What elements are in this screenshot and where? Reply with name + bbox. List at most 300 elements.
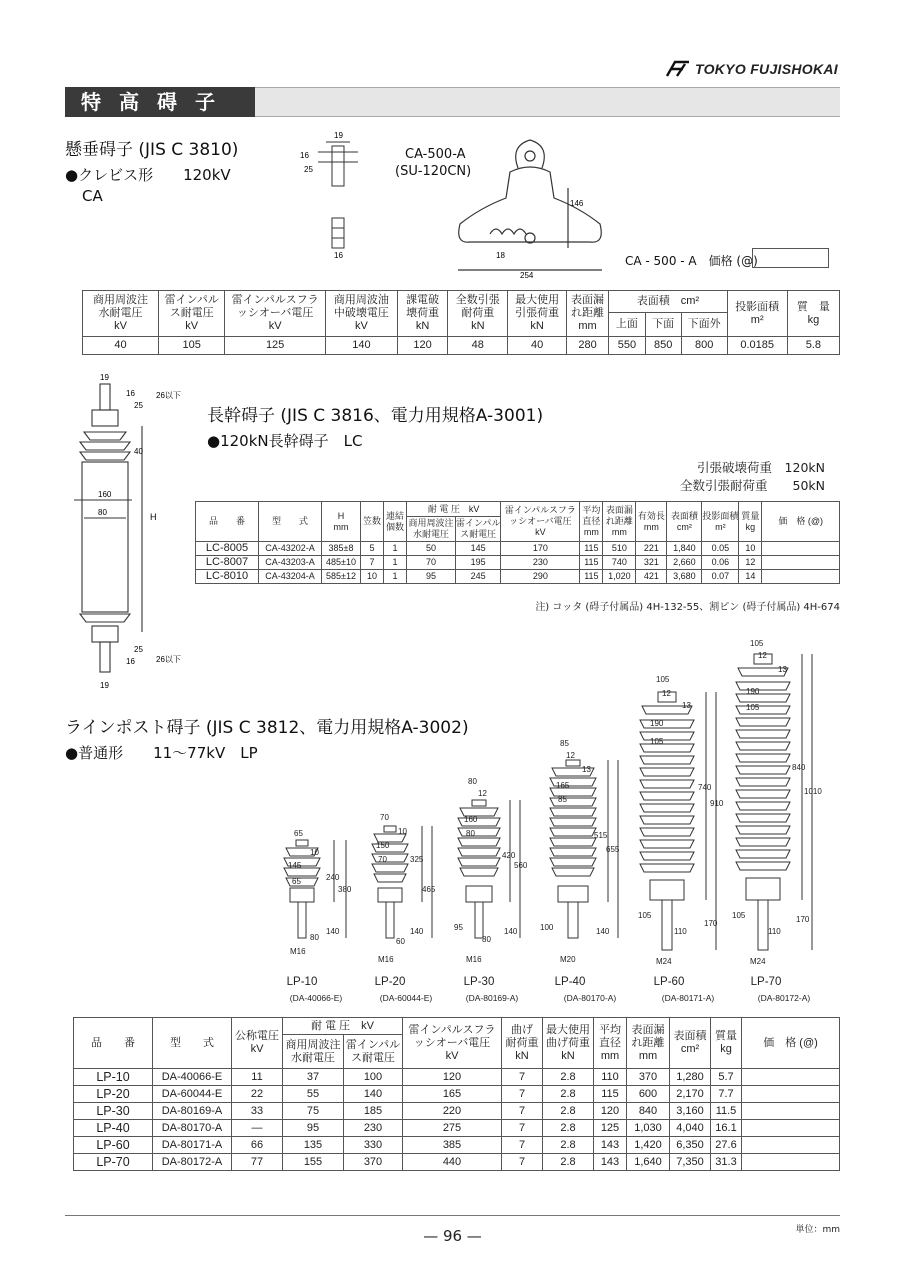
- table-cell: 385: [403, 1137, 502, 1154]
- lp-h-taiden-ac: 商用周波注 水耐電圧: [283, 1035, 344, 1069]
- lc-h-hyomen: 表面積 cm²: [667, 502, 702, 542]
- table-cell: 321: [636, 556, 667, 570]
- lp-h-price: 価 格 (@): [742, 1018, 840, 1069]
- ca-h-area-bottom: 下面: [645, 313, 681, 337]
- category-title: 特高碍子: [65, 87, 255, 117]
- table-cell: 48: [448, 337, 508, 355]
- table-cell: 2.8: [543, 1069, 594, 1086]
- table-cell: [742, 1103, 840, 1120]
- lp-20-dim-h1: 325: [410, 855, 424, 864]
- ca-h-area-outer: 下面外: [681, 313, 727, 337]
- lp-h-kosho: 公称電圧 kV: [232, 1018, 283, 1069]
- table-cell: LP-20: [74, 1086, 153, 1103]
- table-cell: 115: [580, 542, 603, 556]
- table-cell: LP-60: [74, 1137, 153, 1154]
- table-cell: 800: [681, 337, 727, 355]
- table-row: [196, 570, 840, 584]
- ca-h-area: 表面積 cm²: [609, 291, 727, 313]
- ca-h-6: 全数引張 耐荷重 kN: [448, 291, 508, 337]
- table-cell: 221: [636, 542, 667, 556]
- lc-h-taiden-imp: 雷インパル ス耐電圧: [456, 517, 501, 542]
- table-row: [196, 542, 840, 556]
- table-cell: 40: [508, 337, 566, 355]
- table-cell: LC-8010: [196, 570, 259, 584]
- table-cell: 230: [344, 1120, 403, 1137]
- ca-h-3: 雷インパルスフラ ッシオーバ電圧 kV: [225, 291, 325, 337]
- table-row: [74, 1120, 840, 1137]
- lp-h-katashiki: 型 式: [153, 1018, 232, 1069]
- lc-h-renketsu: 連結 個数: [384, 502, 407, 542]
- table-cell: 7: [502, 1103, 543, 1120]
- lp-70-drawing: [736, 654, 812, 950]
- lc-dim-25-bottom: 25: [134, 645, 143, 654]
- lc-dim-19-bottom: 19: [100, 681, 109, 690]
- lp-60-dim-base: 170: [704, 919, 718, 928]
- footer-divider: [65, 1215, 840, 1216]
- table-row: [74, 1069, 840, 1086]
- lp-10-dim-top: 65: [294, 829, 303, 838]
- lc-note: 注) コッタ (碍子付属品) 4H-132-55、割ピン (碍子付属品) 4H-674: [535, 602, 840, 613]
- lp-70-dim-base: 170: [796, 915, 810, 924]
- lp-h-hyomen: 表面積 cm²: [670, 1018, 711, 1069]
- table-cell: DA-80170-A: [153, 1120, 232, 1137]
- ca-h-8: 表面漏 れ距離 mm: [566, 291, 609, 337]
- lp-60-name: LP-60: [653, 976, 685, 988]
- lp-30-dim-mid: 160: [464, 815, 478, 824]
- table-cell: 22: [232, 1086, 283, 1103]
- table-cell: 2.8: [543, 1086, 594, 1103]
- lp-20-dim-mid: 150: [376, 841, 390, 850]
- lp-60-dim-ext: 13: [682, 701, 691, 710]
- table-cell: 370: [344, 1154, 403, 1171]
- table-cell: 115: [580, 556, 603, 570]
- ca-dim-18: 18: [496, 251, 505, 260]
- lp-70-name: LP-70: [750, 976, 782, 988]
- lp-20-dim-cap: 10: [398, 827, 407, 836]
- lp-70-dim-bolt: M24: [750, 957, 766, 966]
- table-cell: 7: [502, 1086, 543, 1103]
- table-cell: 11.5: [711, 1103, 742, 1120]
- table-cell: 120: [403, 1069, 502, 1086]
- lp-40-dim-mid: 165: [556, 781, 570, 790]
- table-cell: 12: [739, 556, 762, 570]
- table-cell: 0.0185: [727, 337, 787, 355]
- table-cell: 550: [609, 337, 645, 355]
- table-cell: 1: [384, 556, 407, 570]
- table-cell: 385±8: [322, 542, 361, 556]
- table-cell: 7,350: [670, 1154, 711, 1171]
- ca-h-7: 最大使用 引張荷重 kN: [508, 291, 566, 337]
- table-cell: 0.07: [702, 570, 739, 584]
- table-cell: [762, 556, 840, 570]
- lp-70-dim-bot: 105: [746, 703, 760, 712]
- lp-40-dim-base: 140: [596, 927, 610, 936]
- table-cell: [762, 542, 840, 556]
- ca-dim-16a: 16: [300, 151, 309, 160]
- table-cell: 1: [384, 542, 407, 556]
- table-cell: LC-8005: [196, 542, 259, 556]
- table-cell: 140: [325, 337, 397, 355]
- table-cell: [762, 570, 840, 584]
- lc-h-h: H mm: [322, 502, 361, 542]
- ca-price-box: [752, 248, 829, 268]
- lp-40-dim-bolt: M20: [560, 955, 576, 964]
- lp-h-flash: 雷インパルスフラ ッシオーバ電圧 kV: [403, 1018, 502, 1069]
- lp-60-dim-h2: 910: [710, 799, 724, 808]
- table-cell: 290: [501, 570, 580, 584]
- lp-h-taiden-imp: 雷インパル ス耐電圧: [344, 1035, 403, 1069]
- table-cell: 7: [502, 1069, 543, 1086]
- lc-dim-26-bottom: 26以下: [156, 655, 181, 664]
- lp-h-mage: 曲げ 耐荷重 kN: [502, 1018, 543, 1069]
- table-cell: 280: [566, 337, 609, 355]
- table-cell: 275: [403, 1120, 502, 1137]
- lc-spec-proof: 全数引張耐荷重 50kN: [680, 478, 825, 493]
- table-cell: 50: [407, 542, 456, 556]
- lp-40-dim-h2: 655: [606, 845, 620, 854]
- lp-10-dim-bolt: M16: [290, 947, 306, 956]
- lp-20-dim-ext: 60: [396, 937, 405, 946]
- table-cell: 440: [403, 1154, 502, 1171]
- lp-20-name: LP-20: [374, 976, 406, 988]
- table-cell: 155: [283, 1154, 344, 1171]
- table-cell: 14: [739, 570, 762, 584]
- table-cell: 40: [83, 337, 159, 355]
- lc-h-katashiki: 型 式: [259, 502, 322, 542]
- lp-10-dim-bot: 65: [292, 877, 301, 886]
- table-cell: [742, 1069, 840, 1086]
- lp-70-dim-h2: 1010: [804, 787, 822, 796]
- table-cell: 115: [580, 570, 603, 584]
- table-cell: 145: [456, 542, 501, 556]
- lp-40-dim-h1: 515: [594, 831, 608, 840]
- table-cell: 7.7: [711, 1086, 742, 1103]
- lp-30-dim-top: 80: [468, 777, 477, 786]
- lc-h-toei: 投影面積 m²: [702, 502, 739, 542]
- table-cell: 2,170: [670, 1086, 711, 1103]
- lp-60-drawing: [640, 692, 716, 950]
- table-cell: 77: [232, 1154, 283, 1171]
- page-number: — 96 —: [423, 1227, 482, 1245]
- table-cell: 2,660: [667, 556, 702, 570]
- lc-dim-19-top: 19: [100, 373, 109, 382]
- lp-40-dim-top: 85: [560, 739, 569, 748]
- table-cell: 115: [594, 1086, 627, 1103]
- table-row: [74, 1154, 840, 1171]
- table-cell: LP-30: [74, 1103, 153, 1120]
- table-cell: 6,350: [670, 1137, 711, 1154]
- ca-h-2: 雷インパル ス耐電圧 kV: [159, 291, 225, 337]
- lp-10-code: (DA-40066-E): [289, 993, 343, 1003]
- table-cell: LP-70: [74, 1154, 153, 1171]
- lc-h-heikin: 平均 直径 mm: [580, 502, 603, 542]
- table-cell: 75: [283, 1103, 344, 1120]
- table-cell: 7: [502, 1120, 543, 1137]
- lp-20-dim-top: 70: [380, 813, 389, 822]
- ca-title: 懸垂碍子 (JIS C 3810): [65, 140, 239, 160]
- lc-h-kasa: 笠数: [361, 502, 384, 542]
- lp-60-dim-h1: 740: [698, 783, 712, 792]
- lp-30-dim-bot: 80: [466, 829, 475, 838]
- lp-70-dim-left: 105: [732, 911, 746, 920]
- lp-30-code: (DA-80169-A): [465, 993, 519, 1003]
- ca-dim-146: 146: [570, 199, 584, 208]
- table-cell: 31.3: [711, 1154, 742, 1171]
- lp-20-code: (DA-60044-E): [379, 993, 433, 1003]
- table-cell: DA-80171-A: [153, 1137, 232, 1154]
- ca-side-drawing: [298, 128, 378, 260]
- table-cell: 1: [384, 570, 407, 584]
- table-cell: DA-80169-A: [153, 1103, 232, 1120]
- lc-h-flash: 雷インパルスフラ ッシオーバ電圧 kV: [501, 502, 580, 542]
- table-cell: 1,420: [627, 1137, 670, 1154]
- lc-h-yuko: 有効長 mm: [636, 502, 667, 542]
- lp-30-name: LP-30: [463, 976, 495, 988]
- lp-70-dim-top: 105: [750, 640, 764, 648]
- lp-10-dim-h1: 240: [326, 873, 340, 882]
- lp-60-dim-cap: 12: [662, 689, 671, 698]
- table-cell: 7: [361, 556, 384, 570]
- ca-h-4: 商用周波油 中破壊電圧 kV: [325, 291, 397, 337]
- lp-70-code: (DA-80172-A): [757, 993, 811, 1003]
- table-cell: DA-60044-E: [153, 1086, 232, 1103]
- table-cell: 195: [456, 556, 501, 570]
- lp-10-dim-h2: 380: [338, 885, 352, 894]
- table-cell: 600: [627, 1086, 670, 1103]
- lc-dim-26-top: 26以下: [156, 391, 181, 400]
- table-cell: 2.8: [543, 1120, 594, 1137]
- ca-h-mass: 質 量 kg: [787, 291, 839, 337]
- table-cell: 3,680: [667, 570, 702, 584]
- ca-h-area-top: 上面: [609, 313, 645, 337]
- table-cell: DA-80172-A: [153, 1154, 232, 1171]
- table-cell: 2.8: [543, 1154, 594, 1171]
- lp-20-dim-base: 140: [410, 927, 424, 936]
- lp-type-line: ●普通形 11～77kV LP: [65, 744, 258, 762]
- lp-20-dim-h2: 465: [422, 885, 436, 894]
- table-cell: 5.8: [787, 337, 839, 355]
- table-cell: —: [232, 1120, 283, 1137]
- table-cell: 3,160: [670, 1103, 711, 1120]
- table-cell: 5.7: [711, 1069, 742, 1086]
- lp-30-dim-h1: 420: [502, 851, 516, 860]
- lp-70-dim-sub: 110: [768, 927, 781, 936]
- table-cell: 11: [232, 1069, 283, 1086]
- lp-h-heikin: 平均 直径 mm: [594, 1018, 627, 1069]
- table-cell: 5: [361, 542, 384, 556]
- lp-h-more: 表面漏 れ距離 mm: [627, 1018, 670, 1069]
- ca-h-1: 商用周波注 水耐電圧 kV: [83, 291, 159, 337]
- lp-30-dim-base: 140: [504, 927, 518, 936]
- table-cell: 110: [594, 1069, 627, 1086]
- lc-dim-40: 40: [134, 447, 143, 456]
- table-cell: CA-43203-A: [259, 556, 322, 570]
- ca-spec-table: [82, 290, 840, 355]
- lp-40-dim-ext: 13: [582, 765, 591, 774]
- lc-dim-h: H: [150, 512, 157, 522]
- table-cell: 143: [594, 1137, 627, 1154]
- table-cell: 120: [398, 337, 448, 355]
- lp-20-dim-bot: 70: [378, 855, 387, 864]
- table-cell: 7: [502, 1137, 543, 1154]
- table-cell: 1,030: [627, 1120, 670, 1137]
- table-cell: 170: [501, 542, 580, 556]
- table-cell: 10: [739, 542, 762, 556]
- table-cell: 70: [407, 556, 456, 570]
- lc-insulator-drawing: [70, 370, 195, 692]
- table-cell: 125: [225, 337, 325, 355]
- lp-60-dim-top: 105: [656, 675, 670, 684]
- lp-title: ラインポスト碍子 (JIS C 3812、電力用規格A-3002): [65, 718, 469, 738]
- table-cell: 585±12: [322, 570, 361, 584]
- lp-40-dim-bot: 85: [558, 795, 567, 804]
- lp-10-dim-mid: 145: [288, 861, 302, 870]
- company-name: TOKYO FUJISHOKAI: [694, 61, 838, 77]
- lc-h-taiden: 耐 電 圧 kV: [407, 502, 501, 517]
- lc-dim-16-top: 16: [126, 389, 135, 398]
- ca-insulator-drawing: [450, 128, 615, 280]
- lc-dim-16-bottom: 16: [126, 657, 135, 666]
- table-cell: 143: [594, 1154, 627, 1171]
- table-cell: 1,020: [603, 570, 636, 584]
- table-cell: 120: [594, 1103, 627, 1120]
- table-cell: 740: [603, 556, 636, 570]
- ca-h-proj: 投影面積 m²: [727, 291, 787, 337]
- table-cell: 421: [636, 570, 667, 584]
- table-cell: 37: [283, 1069, 344, 1086]
- lp-30-dim-bolt: M16: [466, 955, 482, 964]
- lp-30-dim-cap: 12: [478, 789, 487, 798]
- table-row: [83, 337, 840, 355]
- table-cell: 370: [627, 1069, 670, 1086]
- table-cell: 220: [403, 1103, 502, 1120]
- lp-10-name: LP-10: [286, 976, 318, 988]
- table-cell: 330: [344, 1137, 403, 1154]
- lp-40-dim-left: 100: [540, 923, 554, 932]
- ca-price-label: CA - 500 - A 価格 (@): [625, 254, 758, 268]
- lp-10-dim-ext: 80: [310, 933, 319, 942]
- lc-spec-tensile: 引張破壊荷重 120kN: [697, 460, 825, 475]
- table-cell: 165: [403, 1086, 502, 1103]
- lp-h-max: 最大使用 曲げ荷重 kN: [543, 1018, 594, 1069]
- lp-30-dim-left: 95: [454, 923, 463, 932]
- lc-spec-table: [195, 501, 840, 584]
- ca-h-5: 課電破 壊荷重 kN: [398, 291, 448, 337]
- ca-dim-19: 19: [334, 131, 343, 140]
- lp-drawings: [270, 640, 840, 1010]
- lp-30-dim-h2: 560: [514, 861, 528, 870]
- table-row: [74, 1086, 840, 1103]
- table-cell: 1,640: [627, 1154, 670, 1171]
- lp-30-dim-ext: 80: [482, 935, 491, 944]
- ca-type-line: ●クレビス形 120kV: [65, 166, 231, 184]
- table-cell: LP-10: [74, 1069, 153, 1086]
- lp-60-dim-bot: 105: [650, 737, 664, 746]
- table-cell: [742, 1086, 840, 1103]
- lp-20-dim-bolt: M16: [378, 955, 394, 964]
- table-cell: 16.1: [711, 1120, 742, 1137]
- table-row: [196, 556, 840, 570]
- table-cell: 95: [283, 1120, 344, 1137]
- table-cell: 140: [344, 1086, 403, 1103]
- table-cell: 0.06: [702, 556, 739, 570]
- table-cell: 2.8: [543, 1103, 594, 1120]
- table-cell: [742, 1137, 840, 1154]
- lp-10-dim-cap: 10: [310, 848, 319, 857]
- table-cell: DA-40066-E: [153, 1069, 232, 1086]
- unit-note: 単位：mm: [795, 1225, 840, 1235]
- company-mark-icon: [665, 60, 691, 78]
- lp-spec-table: [73, 1017, 840, 1171]
- table-cell: 105: [159, 337, 225, 355]
- lc-dim-160: 160: [98, 490, 112, 499]
- table-cell: 55: [283, 1086, 344, 1103]
- lp-40-name: LP-40: [554, 976, 586, 988]
- lp-10-dim-base: 140: [326, 927, 340, 936]
- table-cell: 485±10: [322, 556, 361, 570]
- lc-h-hinban: 品 番: [196, 502, 259, 542]
- lp-70-dim-h1: 840: [792, 763, 806, 772]
- table-cell: 66: [232, 1137, 283, 1154]
- lp-60-code: (DA-80171-A): [661, 993, 715, 1003]
- table-cell: 840: [627, 1103, 670, 1120]
- table-cell: 7: [502, 1154, 543, 1171]
- table-cell: 27.6: [711, 1137, 742, 1154]
- lp-h-hinban: 品 番: [74, 1018, 153, 1069]
- table-cell: 245: [456, 570, 501, 584]
- table-cell: 1,280: [670, 1069, 711, 1086]
- table-cell: 125: [594, 1120, 627, 1137]
- ca-model-alt: (SU-120CN): [395, 164, 472, 179]
- table-cell: 100: [344, 1069, 403, 1086]
- lc-h-shitsu: 質量 kg: [739, 502, 762, 542]
- ca-dim-16b: 16: [334, 251, 343, 260]
- ca-model-label: CA-500-A: [405, 147, 466, 162]
- ca-dim-25: 25: [304, 165, 313, 174]
- table-cell: 0.05: [702, 542, 739, 556]
- table-cell: 4,040: [670, 1120, 711, 1137]
- lp-60-dim-sub: 110: [674, 927, 687, 936]
- table-row: [74, 1103, 840, 1120]
- lc-type-line: ●120kN長幹碍子 LC: [207, 432, 363, 450]
- lp-60-dim-bolt: M24: [656, 957, 672, 966]
- lp-70-dim-cap: 12: [758, 651, 767, 660]
- table-cell: 10: [361, 570, 384, 584]
- lc-dim-80: 80: [98, 508, 107, 517]
- table-cell: CA-43202-A: [259, 542, 322, 556]
- lp-h-taiden: 耐 電 圧 kV: [283, 1018, 403, 1035]
- table-cell: 95: [407, 570, 456, 584]
- lc-h-taiden-ac: 商用周波注 水耐電圧: [407, 517, 456, 542]
- table-cell: 1,840: [667, 542, 702, 556]
- lp-40-dim-cap: 12: [566, 751, 575, 760]
- ca-code: CA: [82, 187, 103, 205]
- lp-60-dim-mid: 190: [650, 719, 664, 728]
- company-logo: [665, 60, 838, 78]
- table-cell: LP-40: [74, 1120, 153, 1137]
- lp-70-dim-ext: 13: [778, 665, 787, 674]
- table-cell: LC-8007: [196, 556, 259, 570]
- lp-h-shitsu: 質量 kg: [711, 1018, 742, 1069]
- ca-dim-254: 254: [520, 271, 534, 280]
- table-cell: 185: [344, 1103, 403, 1120]
- table-cell: 850: [645, 337, 681, 355]
- lc-title: 長幹碍子 (JIS C 3816、電力用規格A-3001): [207, 406, 544, 426]
- table-cell: [742, 1120, 840, 1137]
- table-cell: 230: [501, 556, 580, 570]
- lp-70-dim-mid: 190: [746, 687, 760, 696]
- lc-dim-25-top: 25: [134, 401, 143, 410]
